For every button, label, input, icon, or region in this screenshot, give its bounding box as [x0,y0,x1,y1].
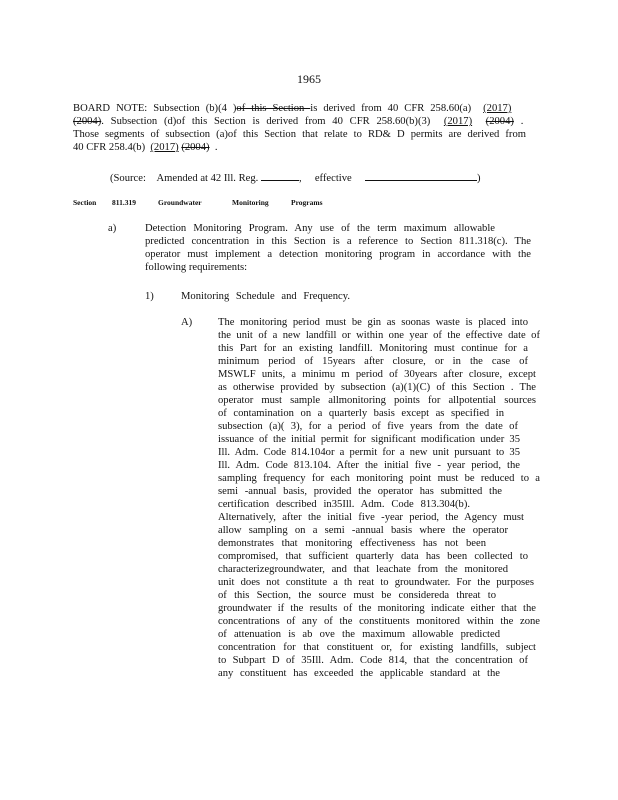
source-line [110,170,480,185]
item-A-line: the unit of a new landfill or within one year of the effective date of [218,330,540,341]
board-note-line-2 [73,115,526,128]
section-title-word-2: Monitoring [232,198,269,207]
item-A-line: groundwater if the results of the monitoring indicate either that the [218,603,536,614]
item-a-line: predicted concentration in this Section is a reference to Section 811.318(c). The [145,236,531,247]
board-note-line-1 [73,102,526,115]
struck-year: (2004) [485,116,514,127]
item-a-marker: a) [108,223,117,234]
item-a-line: Detection Monitoring Program. Any use of the term maximum allowable [145,223,495,234]
item-A-line: allow sampling on a semi -annual basis where the operator [218,525,508,536]
inserted-year: (2017) [150,142,179,153]
inserted-year: (2017) [443,116,473,127]
section-title-word-1: Groundwater [158,198,202,207]
item-A-line: demonstrates that monitoring effectiveness has not been [218,538,486,549]
item-A-line: concentration for that constituent or, for existing landfills, subject [218,642,536,653]
source-text: Amended at 42 Ill. Reg. [156,173,259,184]
reg-volume-blank [261,170,299,181]
source-close-paren: ) [476,173,481,184]
source-label: (Source: [110,173,146,184]
board-note [73,102,526,154]
item-A-line: concentrations of any of the constituents monitored within the zone [218,616,540,627]
effective-label: effective [314,173,352,184]
item-A-line: to Subpart D of 35Ill. Adm. Code 814, that the concentration of [218,655,528,666]
item-A-line: of contamination on a quarterly basis except as specified in [218,408,504,419]
inserted-year: (2017) [483,103,512,114]
item-A-line: Ill. Adm. Code 814.104or a permit for a new unit pursuant to 35 [218,447,520,458]
item-A-line: issuance of the initial permit for significant modification under 35 [218,434,520,445]
page-number: 1965 [297,72,321,86]
board-note-text: BOARD NOTE: Subsection (b)(4 ) [73,103,237,114]
source-comma: , [298,173,302,184]
item-a-line: following requirements: [145,262,248,273]
item-a-text [145,222,531,274]
item-1-text: Monitoring Schedule and Frequency. [181,291,351,302]
effective-date-blank [365,170,477,181]
item-A-line: compromised, that sufficient quarterly data has been collected to [218,551,528,562]
board-note-line-3: Those segments of subsection (a)of this Section that relate to RD& D permits are derived from [73,129,526,140]
board-note-text: is derived from 40 CFR 258.60(a) [310,103,472,114]
item-A-line: this Part for an existing landfill. Monitoring must continue for a [218,343,528,354]
board-note-text: . [214,142,218,153]
item-A-line: Alternatively, after the initial five -year period, the Agency must [218,512,524,523]
item-A-line: semi -annual basis, provided the operator has submitted the [218,486,502,497]
board-note-text: . [520,116,524,127]
item-A-line: MSWLF units, a minimu m period of 30years after closure, except [218,369,536,380]
item-a-line: operator must implement a detection monitoring program in accordance with the [145,249,531,260]
item-A-line: operator must sample allmonitoring points for allpotential sources [218,395,536,406]
item-A-line: of this Section, the source must be considereda threat to [218,590,496,601]
item-A-line: unit does not constitute a th reat to groundwater. For the purposes [218,577,534,588]
item-A-text [218,316,540,680]
item-A-marker: A) [181,317,193,328]
struck-year: (2004) [73,116,102,127]
section-number: 811.319 [112,198,136,207]
item-A-line: minimum period of 15years after closure, or in the case of [218,356,528,367]
item-A-line: Ill. Adm. Code 813.104. After the initial five - year period, the [218,460,520,471]
section-title-word-3: Programs [291,198,323,207]
item-A-line: sampling frequency for each monitoring point must be reduced to a [218,473,540,484]
item-1-marker: 1) [145,291,154,302]
board-note-text: . Subsection (d)of this Section is derived from 40 CFR 258.60(b)(3) [101,116,431,127]
item-A-line: certification described in35Ill. Adm. Code 813.304(b). [218,499,470,510]
section-label: Section [73,198,97,207]
item-A-line: subsection (a)( 3), for a period of five years from the date of [218,421,518,432]
item-A-line: characterizegroundwater, and that leachate from the monitored [218,564,508,575]
board-note-line-4 [73,141,526,154]
board-note-text: 40 CFR 258.4(b) [73,142,146,153]
struck-text: of this Section [236,103,311,114]
struck-year: (2004) [181,142,210,153]
item-A-line: The monitoring period must be gin as soonas waste is placed into [218,317,528,328]
item-A-line: any constituent has exceeded the applicable standard at the [218,668,500,679]
item-A-line: as otherwise provided by subsection (a)(1)(C) of this Section . The [218,382,536,393]
item-A-line: of attenuation is ab ove the maximum allowable predicted [218,629,500,640]
